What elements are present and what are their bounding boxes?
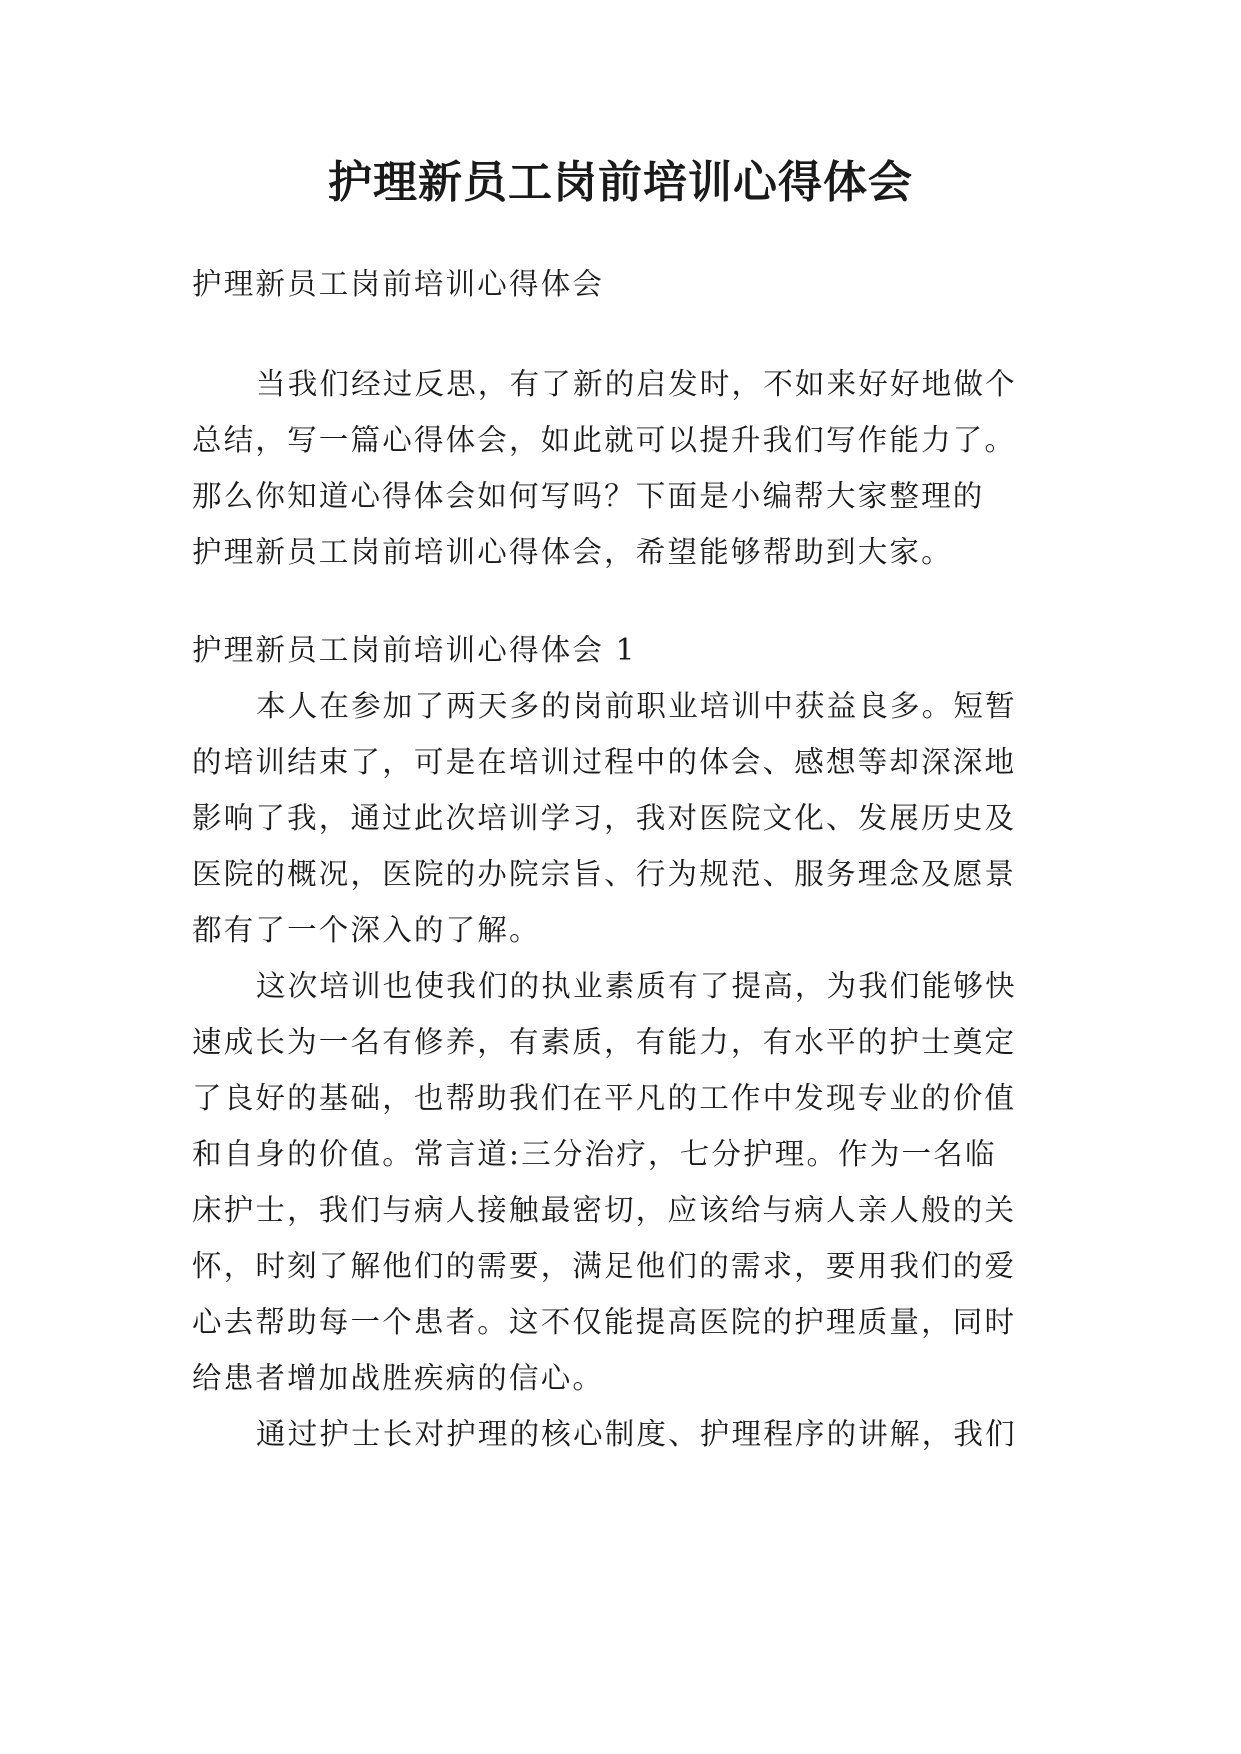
paragraph-line: 医院的概况，医院的办院宗旨、行为规范、服务理念及愿景 [192, 857, 1017, 891]
paragraph-line: 这次培训也使我们的执业素质有了提高，为我们能够快 [256, 969, 1017, 1003]
intro-line: 护理新员工岗前培训心得体会，希望能够帮助到大家。 [192, 535, 953, 569]
intro-line: 总结，写一篇心得体会，如此就可以提升我们写作能力了。 [192, 423, 1017, 457]
paragraph-line: 床护士，我们与病人接触最密切，应该给与病人亲人般的关 [192, 1193, 1017, 1227]
paragraph-line: 都有了一个深入的了解。 [192, 913, 541, 947]
document-title: 护理新员工岗前培训心得体会 [328, 157, 913, 208]
paragraph-line: 影响了我，通过此次培训学习，我对医院文化、发展历史及 [192, 801, 1017, 835]
section-heading: 护理新员工岗前培训心得体会 1 [192, 633, 637, 667]
intro-line: 那么你知道心得体会如何写吗？下面是小编帮大家整理的 [192, 479, 985, 513]
paragraph-line: 怀，时刻了解他们的需要，满足他们的需求，要用我们的爱 [192, 1249, 1017, 1283]
subtitle: 护理新员工岗前培训心得体会 [192, 267, 605, 301]
intro-line: 当我们经过反思，有了新的启发时，不如来好好地做个 [256, 367, 1017, 401]
paragraph-line: 了良好的基础，也帮助我们在平凡的工作中发现专业的价值 [192, 1081, 1017, 1115]
paragraph-line: 的培训结束了，可是在培训过程中的体会、感想等却深深地 [192, 745, 1017, 779]
paragraph-line: 速成长为一名有修养，有素质，有能力，有水平的护士奠定 [192, 1025, 1017, 1059]
paragraph-line: 给患者增加战胜疾病的信心。 [192, 1361, 605, 1395]
paragraph-line: 本人在参加了两天多的岗前职业培训中获益良多。短暂 [256, 689, 1017, 723]
paragraph-line: 通过护士长对护理的核心制度、护理程序的讲解，我们 [256, 1417, 1017, 1451]
paragraph-line: 心去帮助每一个患者。这不仅能提高医院的护理质量，同时 [192, 1305, 1017, 1339]
paragraph-line: 和自身的价值。常言道:三分治疗，七分护理。作为一名临 [192, 1137, 997, 1171]
